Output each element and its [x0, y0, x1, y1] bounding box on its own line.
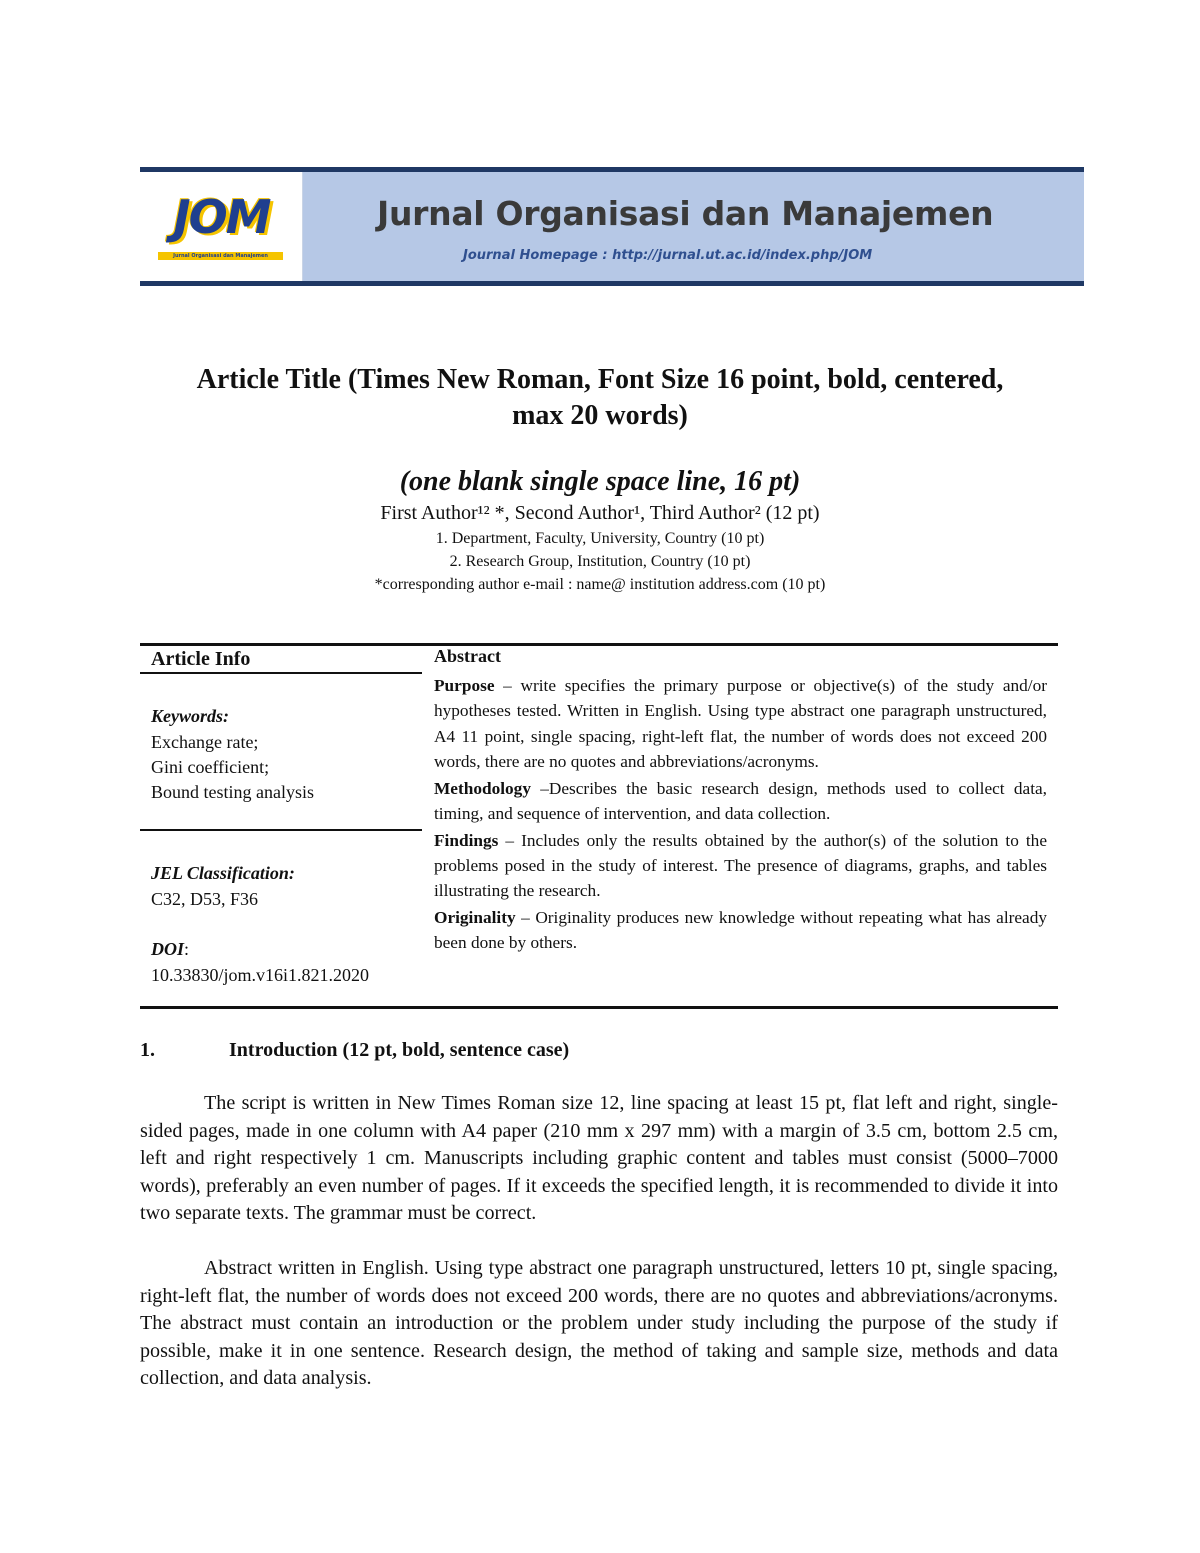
- abstract-purpose: [434, 673, 1047, 774]
- doi-value[interactable]: 10.33830/jom.v16i1.821.2020: [151, 965, 370, 985]
- logo-subtitle: Jurnal Organisasi dan Manajemen: [158, 252, 283, 260]
- originality-label: Originality: [434, 908, 516, 928]
- keywords-bottom-rule: [140, 829, 422, 831]
- doi-label-text: DOI: [151, 939, 185, 959]
- intro-paragraph-2: [140, 1255, 1058, 1393]
- methodology-text: –Describes the basic research design, methods used to collect data, timing, and sequence of intervention, and data collection.: [434, 778, 1047, 823]
- abstract-findings: [434, 828, 1047, 904]
- abstract-methodology: [434, 776, 1047, 827]
- doi-colon: :: [184, 939, 190, 959]
- article-title-line1: Article Title (Times New Roman, Font Size 16 point, bold, centered,: [196, 364, 1004, 395]
- intro-paragraph-1-text: The script is written in New Times Roman size 12, line spacing at least 15 pt, flat left and right, single-sided pages, made in one column with A4 paper (210 mm x 297 mm) with a margin of 3.5 cm, bottom 2.5 cm, left and right respectively 1 cm. Manuscripts including graphic content and tables must consist (5000–7000 words), preferably an even number of pages. If it exceeds the specified length, it is recommended to divide it into two separate texts. The grammar must be correct.: [140, 1092, 1058, 1225]
- abstract-body: [434, 673, 1047, 957]
- keywords-list: [151, 730, 421, 805]
- keywords-label: Keywords:: [151, 706, 229, 726]
- keyword-item: Bound testing analysis: [151, 782, 314, 802]
- journal-name: Jurnal Organisasi dan Manajemen: [377, 194, 994, 233]
- purpose-label: Purpose: [434, 676, 495, 695]
- jel-label: JEL Classification:: [151, 863, 295, 883]
- originality-text: – Originality produces new knowledge without repeating what has already been done by others.: [434, 908, 1047, 953]
- findings-text: – Includes only the results obtained by the author(s) of the solution to the problems posed in the study of interest. The presence of diagrams, graphs, and tables illustrating the research.: [434, 830, 1047, 901]
- methodology-label: Methodology: [434, 778, 531, 798]
- article-title: [140, 362, 1060, 434]
- affiliation-2: 2. Research Group, Institution, Country (10 pt): [449, 553, 751, 570]
- purpose-text: – write specifies the primary purpose or objective(s) of the study and/or hypotheses tested. Written in English. Using type abstract one paragraph unstructured, A4 11 point, single spacing, right-left flat, the number of words does not exceed 200 words, there are no quotes and abbreviations/acronyms.: [434, 676, 1047, 771]
- logo-text: JOM: [173, 190, 270, 244]
- blank-line-note: (one blank single space line, 16 pt): [399, 466, 801, 497]
- info-bottom-rule: [140, 1006, 1058, 1009]
- info-head-rule: [140, 672, 422, 674]
- journal-logo: [140, 172, 303, 281]
- author-list: First Author¹² *, Second Author¹, Third Author² (12 pt): [380, 502, 820, 524]
- journal-header-banner: [140, 167, 1084, 286]
- abstract-originality: [434, 905, 1047, 956]
- info-top-rule: [140, 643, 1058, 646]
- affiliation-1: 1. Department, Faculty, University, Country (10 pt): [435, 530, 765, 547]
- journal-homepage-link[interactable]: Journal Homepage : http://jurnal.ut.ac.id/index.php/JOM: [463, 248, 873, 263]
- doi-label: [151, 937, 421, 962]
- section-number: 1.: [140, 1039, 155, 1061]
- section-title: Introduction (12 pt, bold, sentence case): [229, 1039, 570, 1061]
- corresponding-author: *corresponding author e-mail : name@ institution address.com (10 pt): [374, 576, 826, 593]
- article-info-heading: Article Info: [151, 648, 251, 670]
- intro-paragraph-2-text: Abstract written in English. Using type abstract one paragraph unstructured, letters 10 pt, single spacing, right-left flat, the number of words does not exceed 200 words, there are no quotes and abbreviations/acronyms. The abstract must contain an introduction or the problem under study including the purpose of the study if possible, make it in one sentence. Research design, the method of taking and sample size, methods and data collection, and data analysis.: [140, 1257, 1058, 1390]
- findings-label: Findings: [434, 830, 499, 850]
- keyword-item: Exchange rate;: [151, 732, 259, 752]
- abstract-heading: Abstract: [434, 646, 501, 666]
- keyword-item: Gini coefficient;: [151, 757, 270, 777]
- article-title-line2: max 20 words): [512, 400, 688, 431]
- jel-value: C32, D53, F36: [151, 889, 259, 909]
- banner-main: [303, 172, 1084, 281]
- intro-paragraph-1: [140, 1090, 1058, 1228]
